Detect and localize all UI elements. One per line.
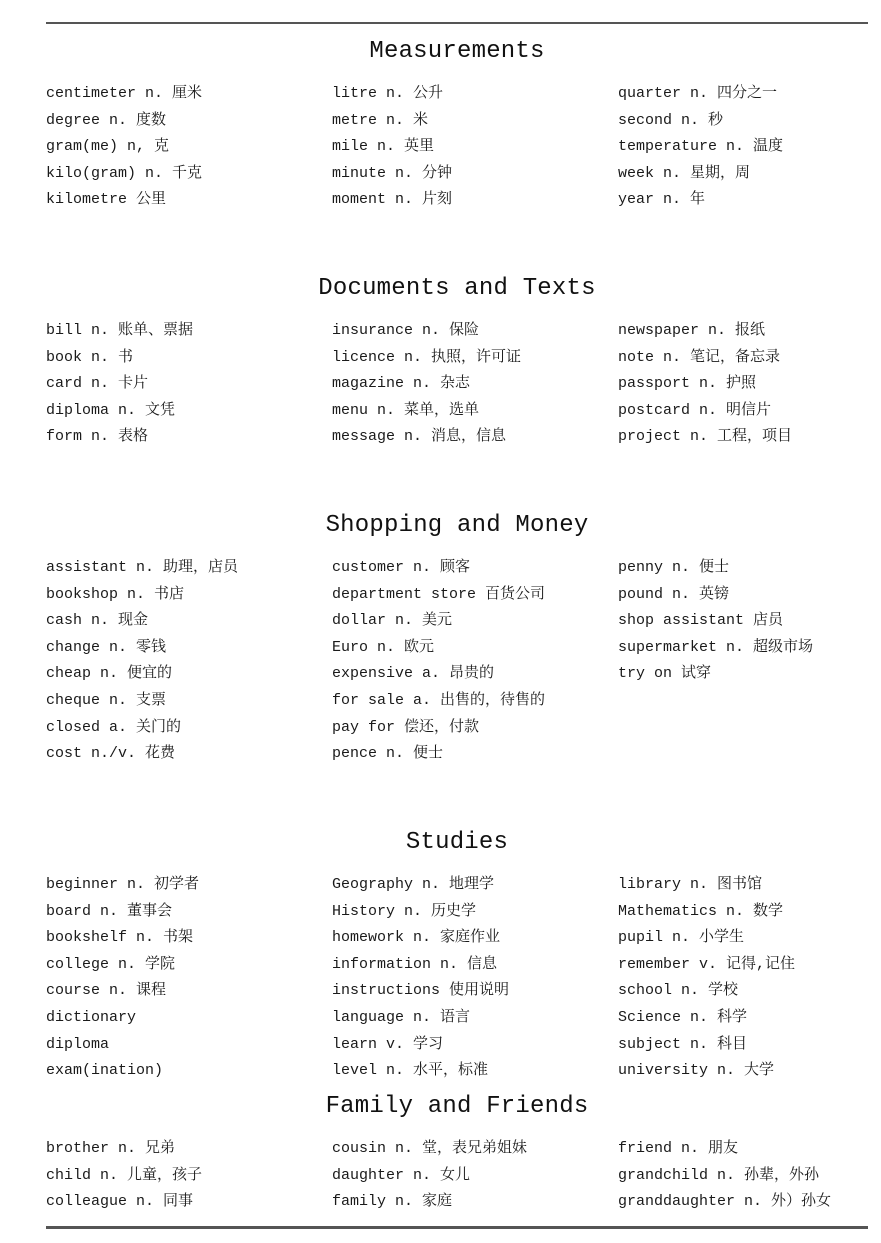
vocab-entry: Mathematics n. 数学 — [618, 902, 784, 920]
vocab-entry: card n. 卡片 — [46, 375, 149, 393]
vocab-entry: library n. 图书馆 — [618, 876, 763, 893]
vocab-entry: dollar n. 美元 — [332, 612, 453, 630]
column-2 — [332, 1136, 527, 1216]
vocab-entry: colleague n. 同事 — [46, 1193, 194, 1211]
top-rule — [46, 22, 868, 24]
vocab-entry: college n. 学院 — [46, 955, 176, 973]
vocab-entry: cousin n. 堂，表兄弟姐妹 — [332, 1140, 528, 1157]
vocab-entry: grandchild n. 孙辈，外孙 — [618, 1166, 820, 1184]
vocab-entry: kilo(gram) n. 千克 — [46, 164, 203, 182]
vocab-entry: Euro n. 欧元 — [332, 638, 435, 656]
column-1 — [46, 555, 238, 768]
vocab-entry: bookshop n. 书店 — [46, 585, 185, 603]
column-2 — [332, 318, 521, 451]
section-title: Shopping and Money — [325, 512, 589, 539]
vocab-entry: menu n. 菜单，选单 — [332, 401, 480, 419]
vocab-entry: instructions 使用说明 — [332, 982, 510, 1000]
vocab-entry: shop assistant 店员 — [618, 612, 784, 630]
vocab-entry: Geography n. 地理学 — [332, 876, 495, 893]
vocab-entry: note n. 笔记，备忘录 — [618, 348, 781, 366]
vocab-entry: book n. 书 — [46, 348, 134, 366]
vocab-entry: newspaper n. 报纸 — [618, 322, 766, 339]
vocab-entry: school n. 学校 — [618, 982, 739, 1000]
vocab-entry: friend n. 朋友 — [618, 1140, 739, 1157]
vocab-entry: board n. 董事会 — [46, 902, 173, 920]
vocab-entry: passport n. 护照 — [618, 375, 757, 393]
vocab-entry: moment n. 片刻 — [332, 191, 453, 209]
section-title: Family and Friends — [325, 1093, 589, 1120]
vocab-entry: granddaughter n. 外）孙女 — [618, 1193, 832, 1211]
vocab-entry: course n. 课程 — [46, 982, 167, 1000]
vocab-entry: mile n. 英里 — [332, 138, 435, 156]
vocab-entry: change n. 零钱 — [46, 638, 167, 656]
vocab-entry: cost n./v. 花费 — [46, 745, 176, 763]
vocab-entry: gram(me) n, 克 — [46, 138, 170, 156]
column-2 — [332, 555, 545, 768]
vocab-entry: temperature n. 温度 — [618, 138, 784, 156]
vocab-entry: cheque n. 支票 — [46, 691, 167, 709]
vocab-entry: insurance n. 保险 — [332, 322, 480, 339]
section-title: Documents and Texts — [318, 275, 596, 302]
vocab-entry: closed a. 关门的 — [46, 718, 182, 736]
vocab-entry: family n. 家庭 — [332, 1193, 453, 1211]
vocab-entry: cheap n. 便宜的 — [46, 665, 173, 683]
vocab-entry: pence n. 便士 — [332, 745, 444, 763]
vocab-entry: kilometre 公里 — [46, 191, 167, 209]
vocab-entry: child n. 儿童，孩子 — [46, 1166, 203, 1184]
column-2 — [332, 872, 509, 1085]
column-3 — [618, 318, 792, 451]
vocab-entry: Science n. 科学 — [618, 1008, 748, 1026]
vocab-entry: information n. 信息 — [332, 955, 498, 973]
vocab-entry: dictionary — [46, 1008, 137, 1026]
vocab-entry: learn v. 学习 — [332, 1035, 444, 1053]
vocab-entry: pound n. 英镑 — [618, 585, 730, 603]
vocab-entry: daughter n. 女儿 — [332, 1166, 471, 1184]
vocab-entry: postcard n. 明信片 — [618, 401, 772, 419]
vocab-entry: metre n. 米 — [332, 111, 429, 129]
vocab-entry: second n. 秒 — [618, 111, 724, 129]
vocab-entry: History n. 历史学 — [332, 902, 477, 920]
vocab-entry: brother n. 兄弟 — [46, 1140, 176, 1157]
column-3 — [618, 81, 783, 214]
column-1 — [46, 1136, 202, 1216]
vocab-entry: bookshelf n. 书架 — [46, 929, 194, 947]
column-2 — [332, 81, 452, 214]
vocab-entry: diploma n. 文凭 — [46, 401, 176, 419]
vocab-entry: cash n. 现金 — [46, 612, 149, 630]
section-title: Studies — [405, 829, 509, 856]
column-1 — [46, 872, 199, 1085]
vocab-entry: for sale a. 出售的，待售的 — [332, 691, 546, 709]
vocab-entry: degree n. 度数 — [46, 111, 167, 129]
vocab-entry: diploma — [46, 1035, 110, 1053]
section-title: Measurements — [369, 38, 545, 65]
vocab-entry: customer n. 顾客 — [332, 559, 471, 576]
vocab-entry: department store 百货公司 — [332, 585, 546, 603]
vocab-entry: licence n. 执照，许可证 — [332, 348, 522, 366]
vocab-entry: assistant n. 助理，店员 — [46, 559, 239, 576]
vocab-entry: week n. 星期，周 — [618, 164, 751, 182]
column-3 — [618, 1136, 831, 1216]
vocab-entry: form n. 表格 — [46, 428, 149, 446]
vocab-entry: homework n. 家庭作业 — [332, 929, 501, 947]
column-3 — [618, 872, 795, 1085]
column-3 — [618, 555, 813, 688]
vocab-entry: quarter n. 四分之一 — [618, 85, 778, 102]
vocab-entry: year n. 年 — [618, 191, 706, 209]
vocab-entry: exam(ination) — [46, 1062, 164, 1080]
vocab-entry: expensive a. 昂贵的 — [332, 665, 495, 683]
vocab-entry: penny n. 便士 — [618, 559, 730, 576]
vocab-entry: language n. 语言 — [332, 1008, 471, 1026]
vocab-entry: pay for 偿还，付款 — [332, 718, 480, 736]
vocab-entry: magazine n. 杂志 — [332, 375, 471, 393]
vocab-entry: project n. 工程，项目 — [618, 428, 793, 446]
column-1 — [46, 318, 193, 451]
vocab-entry: try on 试穿 — [618, 665, 712, 683]
vocab-entry: minute n. 分钟 — [332, 164, 453, 182]
bottom-rule — [46, 1226, 868, 1229]
vocab-entry: centimeter n. 厘米 — [46, 85, 203, 102]
vocab-entry: level n. 水平，标准 — [332, 1062, 489, 1080]
vocab-entry: university n. 大学 — [618, 1062, 775, 1080]
vocab-entry: message n. 消息，信息 — [332, 428, 507, 446]
vocab-entry: litre n. 公升 — [332, 85, 444, 102]
vocab-entry: subject n. 科目 — [618, 1035, 748, 1053]
vocab-entry: pupil n. 小学生 — [618, 929, 745, 947]
vocab-entry: supermarket n. 超级市场 — [618, 638, 814, 656]
vocab-entry: remember v. 记得,记住 — [618, 955, 796, 973]
column-1 — [46, 81, 202, 214]
vocab-entry: beginner n. 初学者 — [46, 876, 200, 893]
vocab-entry: bill n. 账单、票据 — [46, 322, 194, 339]
